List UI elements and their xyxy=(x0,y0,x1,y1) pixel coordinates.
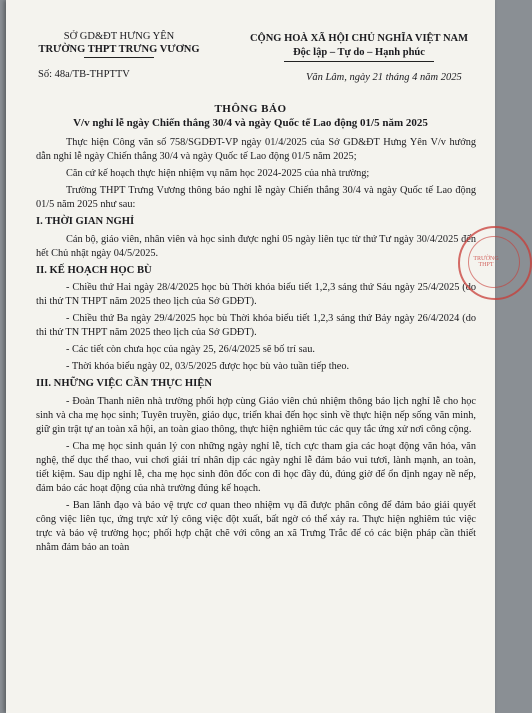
country-name: CỘNG HOÀ XÃ HỘI CHỦ NGHĨA VIỆT NAM xyxy=(249,33,469,44)
document-body xyxy=(36,136,476,559)
school-seal-stamp xyxy=(458,226,532,300)
section-paragraph: - Cha mẹ học sinh quản lý con những ngày nghỉ lễ, tích cực tham gia các hoạt động văn hóa, văn nghệ, thể dục thể thao, vui chơi giải trí nhân dịp các ngày nghỉ lễ đảm bảo vui tươi, lành mạnh, an toàn, tiết kiệm. Sau dịp nghỉ lễ, cha mẹ học sinh đôn đốc con đi học đầy đủ, đúng giờ để ổn định ngay nề nếp, đảm bảo các hoạt động của nhà trường đúng kế hoạch. xyxy=(36,440,476,495)
section-heading-time-off: I. THỜI GIAN NGHỈ xyxy=(36,216,135,228)
section-paragraph: - Chiều thứ Hai ngày 28/4/2025 học bù Thời khóa biểu tiết 1,2,3 sáng thứ Sáu ngày 25/4/2025 (do thi thử TN THPT năm 2025 theo lịch của Sở GDĐT). xyxy=(36,281,476,307)
school-name: TRƯỜNG THPT TRƯNG VƯƠNG xyxy=(38,44,200,55)
section-paragraph: - Chiều thứ Ba ngày 29/4/2025 học bù Thời khóa biểu tiết 1,2,3 sáng thứ Bảy ngày 26/4/2024 (do thi thử TN THPT năm 2025 theo lịch của Sở GDĐT). xyxy=(36,313,476,339)
section-paragraph: - Ban lãnh đạo và bảo vệ trực cơ quan theo nhiệm vụ đã được phân công để đảm bảo giải quyết công việc liên tục, ứng trực xử lý công việc đột xuất, bất ngờ có thể xảy ra. Thực hiện nghiêm túc việc trực và bảo vệ trường học; phối hợp chặt chẽ với công an xã Trưng Trắc để có các biện pháp cần thiết nhằm đảm bảo an toàn xyxy=(36,500,476,554)
intro-paragraph: Căn cứ kế hoạch thực hiện nhiệm vụ năm học 2024-2025 của nhà trường; xyxy=(66,168,370,180)
national-motto: Độc lập – Tự do – Hạnh phúc xyxy=(293,47,425,58)
national-header xyxy=(228,32,490,62)
section-paragraph: - Các tiết còn chưa học của ngày 25, 26/4/2025 sẽ bố trí sau. xyxy=(66,344,315,356)
intro-paragraph: Trường THPT Trưng Vương thông báo nghỉ lễ ngày Chiến thắng 30/4 và ngày Quốc tế Lao động 01/5 năm 2025 như sau: xyxy=(36,185,476,211)
intro-paragraph: Thực hiện Công văn số 758/SGDĐT-VP ngày 01/4/2025 của Sở GD&ĐT Hưng Yên V/v hướng dẫn nghỉ lễ ngày Chiến thắng 30/4 và ngày Quốc tế Lao động 01/5 năm 2025; xyxy=(36,137,476,163)
document-number: Số: 48a/TB-THPTTV xyxy=(38,69,130,80)
document-page xyxy=(6,0,499,713)
issuer-underline xyxy=(84,57,154,58)
section-paragraph: Cán bộ, giáo viên, nhân viên và học sinh được nghỉ 05 ngày liên tục từ thứ Tư ngày 30/4/2025 đến hết Chủ nhật ngày 04/5/2025. xyxy=(36,233,476,259)
section-paragraph: - Thời khóa biểu ngày 02, 03/5/2025 được học bù vào tuần tiếp theo. xyxy=(66,361,350,373)
issuer-block xyxy=(24,30,214,58)
motto-underline xyxy=(284,61,434,62)
agency-name: SỞ GD&ĐT HƯNG YÊN xyxy=(63,31,175,42)
document-subject: V/v nghỉ lễ ngày Chiến thắng 30/4 và ngày Quốc tế Lao động 01/5 năm 2025 xyxy=(73,117,428,129)
section-paragraph: - Đoàn Thanh niên nhà trường phối hợp cùng Giáo viên chủ nhiệm thông báo lịch nghỉ lễ cho học sinh và cha mẹ học sinh; Tuyên truyền, giáo dục, triển khai đến học sinh về thực hiện nếp sống văn minh, giữ gìn trật tự an toàn xã hội, an toàn giao thông, thực hiện nghiêm túc các quy tắc ứng xử nơi công cộng. xyxy=(36,395,476,435)
section-heading-makeup-plan: II. KẾ HOẠCH HỌC BÙ xyxy=(36,264,152,276)
section-heading-tasks: III. NHỮNG VIỆC CẦN THỰC HIỆN xyxy=(36,378,212,390)
seal-text: TRƯỜNG THPT xyxy=(473,256,499,268)
document-title: THÔNG BÁO xyxy=(214,103,287,115)
document-date: Văn Lâm, ngày 21 tháng 4 năm 2025 xyxy=(306,72,462,83)
